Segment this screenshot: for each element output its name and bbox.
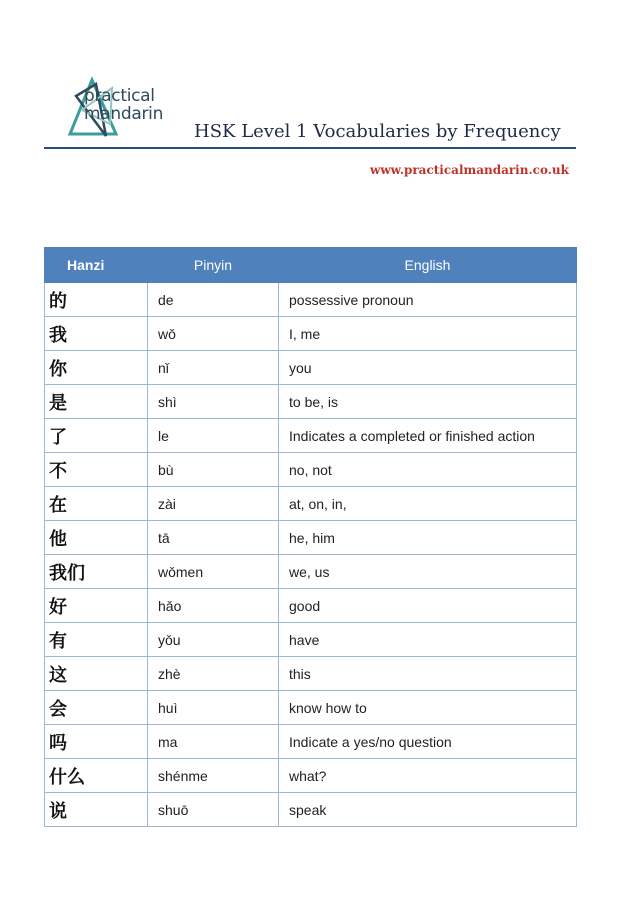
column-header-hanzi: Hanzi — [45, 248, 148, 283]
hanzi-cell: 吗 — [45, 725, 148, 759]
pinyin-cell: zhè — [148, 657, 279, 691]
hanzi-cell: 会 — [45, 691, 148, 725]
logo-text-line1: practical — [84, 86, 155, 106]
table-row — [45, 623, 577, 657]
title-divider — [44, 147, 576, 149]
hanzi-cell: 我们 — [45, 555, 148, 589]
pinyin-cell: de — [148, 283, 279, 317]
hanzi-cell: 你 — [45, 351, 148, 385]
pinyin-cell: tā — [148, 521, 279, 555]
pinyin-cell: zài — [148, 487, 279, 521]
english-cell: no, not — [279, 453, 577, 487]
table-row — [45, 419, 577, 453]
hanzi-cell: 好 — [45, 589, 148, 623]
vocabulary-table — [44, 247, 577, 827]
table-row — [45, 725, 577, 759]
english-cell: speak — [279, 793, 577, 827]
pinyin-cell: ma — [148, 725, 279, 759]
english-cell: to be, is — [279, 385, 577, 419]
hanzi-cell: 我 — [45, 317, 148, 351]
table-row — [45, 351, 577, 385]
hanzi-cell: 了 — [45, 419, 148, 453]
column-header-pinyin: Pinyin — [148, 248, 279, 283]
table-header-row — [45, 248, 577, 283]
website-link[interactable]: www.practicalmandarin.co.uk — [370, 163, 569, 177]
english-cell: this — [279, 657, 577, 691]
table-row — [45, 657, 577, 691]
english-cell: Indicates a completed or finished action — [279, 419, 577, 453]
hanzi-cell: 什么 — [45, 759, 148, 793]
english-cell: at, on, in, — [279, 487, 577, 521]
table-row — [45, 521, 577, 555]
table-row — [45, 555, 577, 589]
hanzi-cell: 不 — [45, 453, 148, 487]
logo-text-line2: mandarin — [84, 104, 164, 124]
pinyin-cell: hǎo — [148, 589, 279, 623]
english-cell: what? — [279, 759, 577, 793]
table-row — [45, 691, 577, 725]
column-header-english: English — [279, 248, 577, 283]
english-cell: good — [279, 589, 577, 623]
hanzi-cell: 说 — [45, 793, 148, 827]
table-row — [45, 283, 577, 317]
page-title: HSK Level 1 Vocabularies by Frequency — [194, 121, 561, 142]
pinyin-cell: yǒu — [148, 623, 279, 657]
table-row — [45, 487, 577, 521]
hanzi-cell: 有 — [45, 623, 148, 657]
english-cell: I, me — [279, 317, 577, 351]
english-cell: have — [279, 623, 577, 657]
english-cell: possessive pronoun — [279, 283, 577, 317]
pinyin-cell: nǐ — [148, 351, 279, 385]
hanzi-cell: 是 — [45, 385, 148, 419]
english-cell: know how to — [279, 691, 577, 725]
pinyin-cell: wǒmen — [148, 555, 279, 589]
hanzi-cell: 他 — [45, 521, 148, 555]
pinyin-cell: huì — [148, 691, 279, 725]
english-cell: Indicate a yes/no question — [279, 725, 577, 759]
pinyin-cell: wǒ — [148, 317, 279, 351]
table-row — [45, 385, 577, 419]
table-row — [45, 793, 577, 827]
table-row — [45, 759, 577, 793]
pinyin-cell: shénme — [148, 759, 279, 793]
pinyin-cell: shì — [148, 385, 279, 419]
table-row — [45, 317, 577, 351]
pinyin-cell: bù — [148, 453, 279, 487]
hanzi-cell: 这 — [45, 657, 148, 691]
english-cell: he, him — [279, 521, 577, 555]
pinyin-cell: le — [148, 419, 279, 453]
hanzi-cell: 的 — [45, 283, 148, 317]
hanzi-cell: 在 — [45, 487, 148, 521]
english-cell: we, us — [279, 555, 577, 589]
english-cell: you — [279, 351, 577, 385]
table-row — [45, 453, 577, 487]
table-row — [45, 589, 577, 623]
pinyin-cell: shuō — [148, 793, 279, 827]
